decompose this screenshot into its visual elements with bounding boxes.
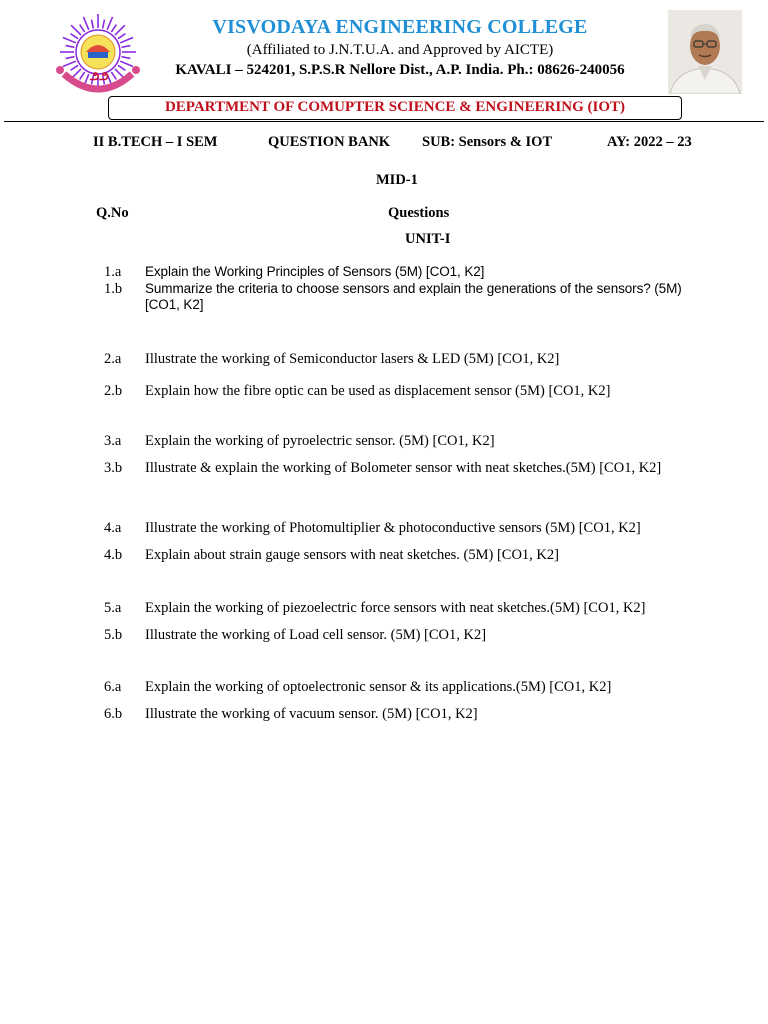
question-number: 1.a — [104, 264, 122, 280]
logo-ray — [71, 65, 78, 70]
logo-ray — [66, 46, 75, 48]
header-divider — [4, 121, 764, 122]
exam-title: MID-1 — [376, 172, 418, 188]
logo-ray — [122, 57, 131, 59]
logo-ray — [66, 57, 75, 59]
college-logo — [48, 8, 148, 100]
question-text: Explain how the fibre optic can be used as displacement sensor (5M) [CO1, K2] — [145, 383, 611, 399]
logo-ray — [80, 72, 85, 79]
logo-ray — [103, 20, 105, 29]
question-number: 6.b — [104, 706, 123, 722]
logo-ray — [118, 34, 125, 39]
logo-ray — [63, 61, 76, 66]
logo-ray — [120, 37, 133, 42]
question-text: Explain the working of optoelectronic sensor & its applications.(5M) [CO1, K2] — [145, 679, 612, 695]
question-text: Explain the working of piezoelectric force sensors with neat sketches.(5M) [CO1, K2] — [145, 600, 646, 616]
question-number: 3.b — [104, 460, 123, 476]
question-text: Illustrate the working of Photomultiplier & photoconductive sensors (5M) [CO1, K2] — [145, 520, 641, 536]
affiliation-line: (Affiliated to J.N.T.U.A. and Approved by AICTE) — [246, 42, 554, 58]
question-number: 1.b — [104, 281, 123, 297]
logo-ray — [120, 61, 133, 66]
question-number: 3.a — [104, 433, 122, 449]
question-number: 5.a — [104, 600, 122, 616]
logo-ray — [115, 25, 125, 35]
unit-heading: UNIT-I — [405, 231, 451, 247]
department-title: DEPARTMENT OF COMUPTER SCIENCE & ENGINEERING (IOT) — [164, 99, 626, 115]
questions-header: Questions — [388, 205, 450, 221]
question-text: Illustrate & explain the working of Bolometer sensor with neat sketches.(5M) [CO1, K2] — [145, 460, 662, 476]
subject: SUB: Sensors & IOT — [422, 134, 553, 150]
qno-header: Q.No — [96, 205, 129, 221]
logo-ray — [118, 65, 125, 70]
year-semester: II B.TECH – I SEM — [93, 134, 218, 150]
question-text: Explain about strain gauge sensors with neat sketches. (5M) [CO1, K2] — [145, 547, 559, 563]
question-text: Illustrate the working of Load cell sensor. (5M) [CO1, K2] — [145, 627, 487, 643]
svg-text:౨౨: ౨౨ — [90, 69, 109, 83]
logo-ray — [122, 46, 131, 48]
question-text: Illustrate the working of Semiconductor lasers & LED (5M) [CO1, K2] — [145, 351, 560, 367]
logo-ray — [71, 25, 81, 35]
question-number: 5.b — [104, 627, 123, 643]
question-number: 4.a — [104, 520, 122, 536]
logo-ray — [111, 25, 116, 32]
question-text: Illustrate the working of vacuum sensor. (5M) [CO1, K2] — [145, 706, 478, 722]
college-name: VISVODAYA ENGINEERING COLLEGE — [212, 16, 588, 38]
question-text: Summarize the criteria to choose sensors and explain the generations of the sensors? (5M) [CO1, K2] — [145, 281, 682, 312]
question-number: 2.b — [104, 383, 123, 399]
document-type: QUESTION BANK — [268, 134, 391, 150]
logo-ray — [80, 25, 85, 32]
logo-ray — [83, 17, 88, 30]
logo-ray — [71, 34, 78, 39]
address-line: KAVALI – 524201, S.P.S.R Nellore Dist., A.P. India. Ph.: 08626-240056 — [175, 62, 625, 78]
question-number: 6.a — [104, 679, 122, 695]
question-number: 2.a — [104, 351, 122, 367]
academic-year: AY: 2022 – 23 — [607, 134, 692, 150]
question-text: Explain the working of pyroelectric sensor. (5M) [CO1, K2] — [145, 433, 495, 449]
logo-ray — [111, 72, 116, 79]
question-number: 4.b — [104, 547, 123, 563]
logo-ray — [92, 20, 94, 29]
logo-ray — [63, 37, 76, 42]
logo-ray — [107, 17, 112, 30]
founder-photo — [668, 10, 742, 94]
question-text: Explain the Working Principles of Sensors (5M) [CO1, K2] — [145, 264, 485, 279]
